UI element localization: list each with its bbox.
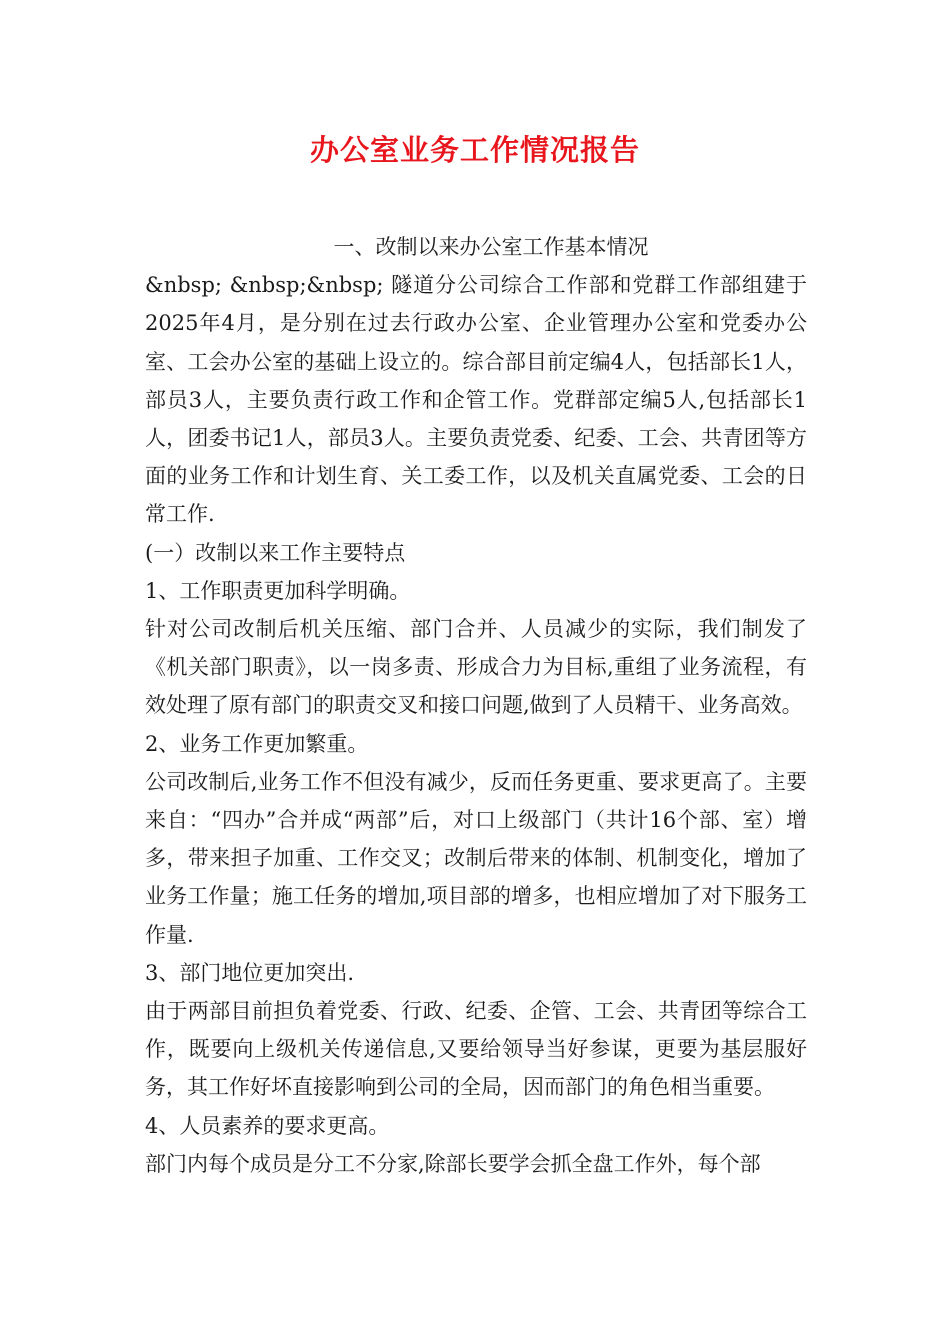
point-heading: 3、部门地位更加突出. [145,960,355,985]
point-heading: 1、工作职责更加科学明确。 [145,578,411,603]
point-heading: 2、业务工作更加繁重。 [145,731,369,756]
point-paragraph: 针对公司改制后机关压缩、部门合并、人员减少的实际，我们制发了《机关部门职责》，以一岗多责、形成合力为目标,重组了业务流程，有效处理了原有部门的职责交叉和接口问题,做到了人员精干、业务高效。 [145,617,807,718]
document-body [145,228,807,1183]
section-heading: 一、改制以来办公室工作基本情况 [333,235,649,259]
point-heading: 4、人员素养的要求更高。 [145,1113,390,1138]
intro-paragraph: &nbsp; &nbsp;&nbsp; 隧道分公司综合工作部和党群工作部组建于2025年4月，是分别在过去行政办公室、企业管理办公室和党委办公室、工会办公室的基础上设立的。综合部目前定编4人，包括部长1人，部员3人，主要负责行政工作和企管工作。党群部定编5人,包括部长1人，团委书记1人，部员3人。主要负责党委、纪委、工会、共青团等方面的业务工作和计划生育、关工委工作，以及机关直属党委、工会的日常工作. [145,273,807,527]
subheading: (一）改制以来工作主要特点 [145,540,406,565]
point-paragraph: 公司改制后,业务工作不但没有减少，反而任务更重、要求更高了。主要来自：“四办”合并成“两部”后，对口上级部门（共计16个部、室）增多，带来担子加重、工作交叉；改制后带来的体制、机制变化，增加了业务工作量；施工任务的增加,项目部的增多，也相应增加了对下服务工作量. [145,769,807,947]
point-paragraph: 部门内每个成员是分工不分家,除部长要学会抓全盘工作外，每个部 [145,1151,761,1176]
document-title: 办公室业务工作情况报告 [309,133,640,167]
point-paragraph: 由于两部目前担负着党委、行政、纪委、企管、工会、共青团等综合工作，既要向上级机关传递信息,又要给领导当好参谋，更要为基层服好务，其工作好坏直接影响到公司的全局，因而部门的角色相当重要。 [145,999,807,1100]
